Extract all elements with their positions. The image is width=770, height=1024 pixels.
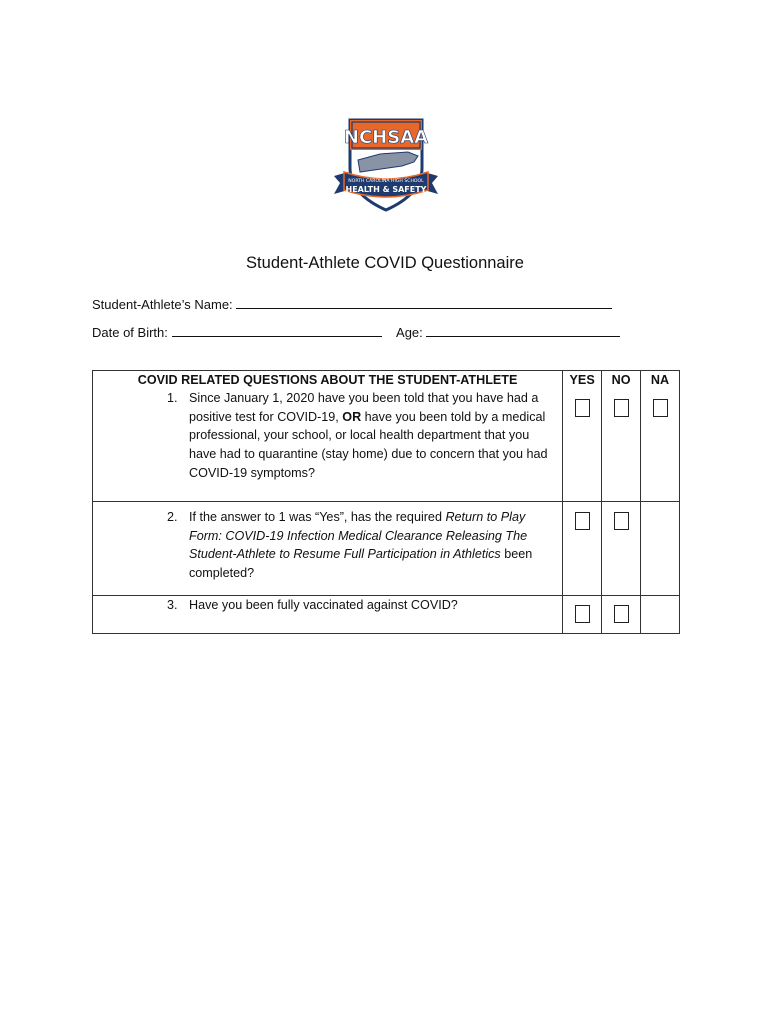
questions-table (92, 370, 680, 634)
nchsaa-logo (330, 116, 442, 216)
q2-yes-checkbox[interactable] (575, 512, 590, 530)
q2-no-checkbox[interactable] (614, 512, 629, 530)
dob-label: Date of Birth: (92, 325, 168, 340)
age-input-line[interactable] (426, 324, 620, 337)
q3-yes-checkbox[interactable] (575, 605, 590, 623)
question-header: COVID RELATED QUESTIONS ABOUT THE STUDENT-ATHLETE (93, 371, 563, 390)
logo-banner-text: NORTH CAROLINA HIGH SCHOOL (348, 179, 424, 184)
question-3 (93, 596, 563, 634)
q1-no-checkbox[interactable] (614, 399, 629, 417)
name-input-line[interactable] (236, 296, 612, 309)
q2-na-empty (641, 502, 680, 596)
na-header: NA (641, 371, 680, 390)
question-1 (93, 389, 563, 502)
dob-input-line[interactable] (172, 324, 382, 337)
form-title: Student-Athlete COVID Questionnaire (246, 254, 524, 272)
name-field[interactable] (92, 296, 612, 312)
age-label: Age: (396, 325, 423, 340)
yes-header: YES (563, 371, 602, 390)
logo-health-text: HEALTH & SAFETY (345, 185, 427, 194)
q3-no-checkbox[interactable] (614, 605, 629, 623)
question-text: Since January 1, 2020 have you been told that you have had a positive test for COVID-19, OR have you been told by a medical professional, your school, or local health department that you have had to quarantine (stay home) due to concern that you had COVID-19 symptoms? (189, 391, 548, 480)
table-row (93, 389, 680, 502)
question-number: 2. (167, 510, 178, 524)
table-row (93, 502, 680, 596)
question-text: If the answer to 1 was “Yes”, has the required Return to Play Form: COVID-19 Infection Medical Clearance Releasing The Student-Athlete to Resume Full Participation in Athletics been completed? (189, 510, 533, 581)
no-header: NO (602, 371, 641, 390)
logo-letters: NCHSAA (343, 127, 429, 148)
q1-yes-checkbox[interactable] (575, 399, 590, 417)
question-number: 1. (167, 391, 178, 405)
table-row (93, 596, 680, 634)
q1-na-checkbox[interactable] (653, 399, 668, 417)
question-text: Have you been fully vaccinated against COVID? (189, 598, 458, 612)
q3-na-empty (641, 596, 680, 634)
table-header-row (93, 371, 680, 390)
question-number: 3. (167, 598, 178, 612)
name-label: Student-Athlete’s Name: (92, 297, 233, 312)
question-2 (93, 502, 563, 596)
dob-age-fields (92, 324, 620, 340)
